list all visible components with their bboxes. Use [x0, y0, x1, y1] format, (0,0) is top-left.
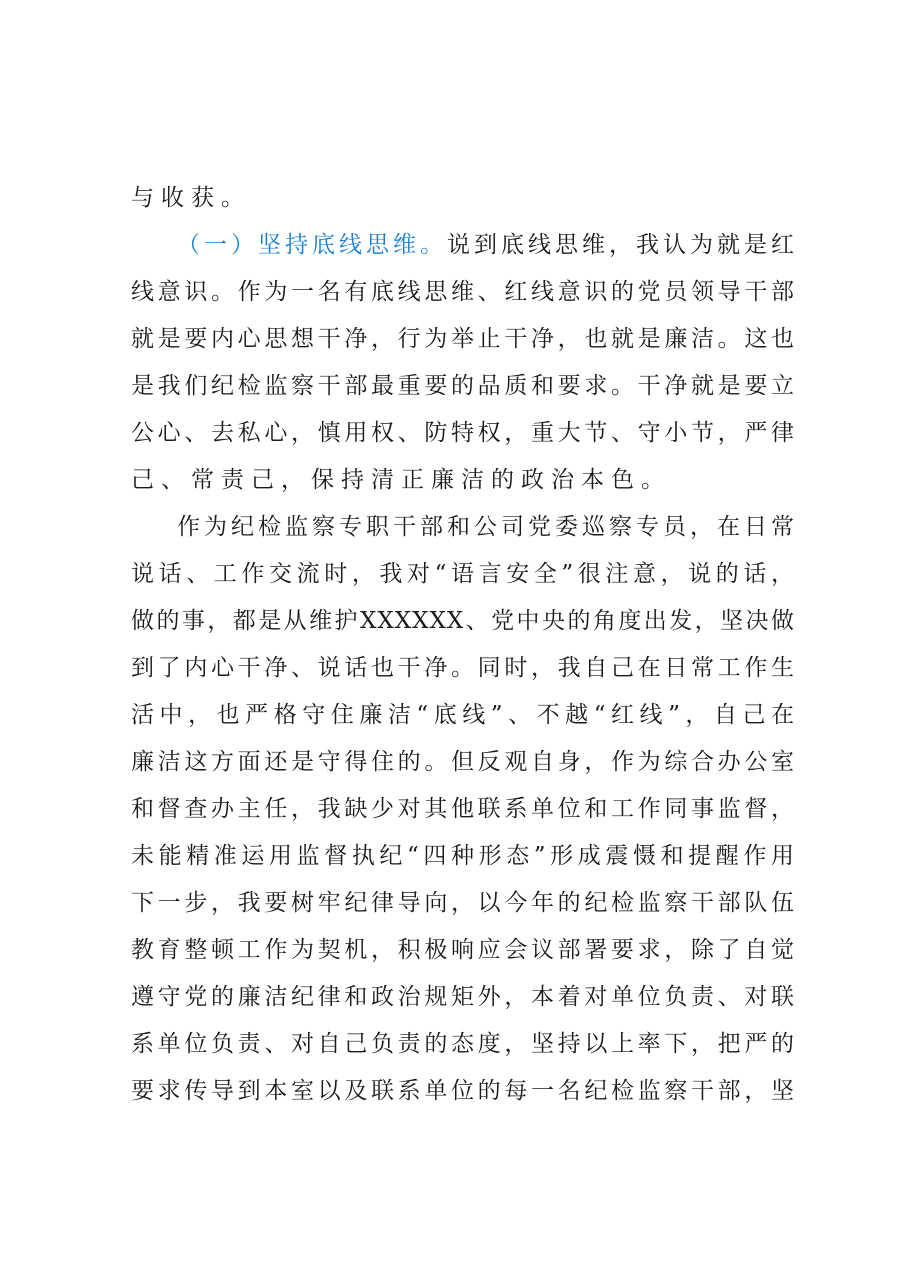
section-heading-line [177, 225, 795, 265]
text-line: 和督查办主任，我缺少对其他联系单位和工作同事监督， [131, 796, 795, 822]
text-line: 公心、去私心，慎用权、防特权，重大节、守小节，严律 [131, 420, 795, 446]
text-line: 系单位负责、对自己负责的态度，坚持以上率下，把严的 [131, 1031, 795, 1057]
text-line: 己、常责己，保持清正廉洁的政治本色。 [131, 467, 671, 493]
text-line: 与收获。 [131, 185, 251, 211]
text-line: 做的事，都是从维护XXXXXX、党中央的角度出发，坚决做 [131, 608, 795, 634]
paragraph-first-line: 作为纪检监察专职干部和公司党委巡察专员，在日常 [177, 514, 795, 540]
text-line: 下一步，我要树牢纪律导向，以今年的纪检监察干部队伍 [131, 890, 795, 916]
text-line: 廉洁这方面还是守得住的。但反观自身，作为综合办公室 [131, 749, 795, 775]
text-line: 未能精准运用监督执纪“四种形态”形成震慑和提醒作用 [131, 843, 795, 869]
text-line: 活中，也严格守住廉洁“底线”、不越“红线”，自己在 [131, 702, 795, 728]
text-line: 线意识。作为一名有底线思维、红线意识的党员领导干部 [131, 279, 795, 305]
text-line: 就是要内心思想干净，行为举止干净，也就是廉洁。这也 [131, 326, 795, 352]
text-line: 要求传导到本室以及联系单位的每一名纪检监察干部，坚 [131, 1078, 795, 1104]
text-line: 遵守党的廉洁纪律和政治规矩外，本着对单位负责、对联 [131, 984, 795, 1010]
text-line: 是我们纪检监察干部最重要的品质和要求。干净就是要立 [131, 373, 795, 399]
heading-continuation: 说到底线思维，我认为就是红 [447, 232, 795, 258]
text-line: 说话、工作交流时，我对“语言安全”很注意，说的话， [131, 561, 795, 587]
text-line: 教育整顿工作为契机，积极响应会议部署要求，除了自觉 [131, 937, 795, 963]
section-heading: （一）坚持底线思维。 [177, 232, 447, 258]
text-line: 到了内心干净、说话也干净。同时，我自己在日常工作生 [131, 655, 795, 681]
